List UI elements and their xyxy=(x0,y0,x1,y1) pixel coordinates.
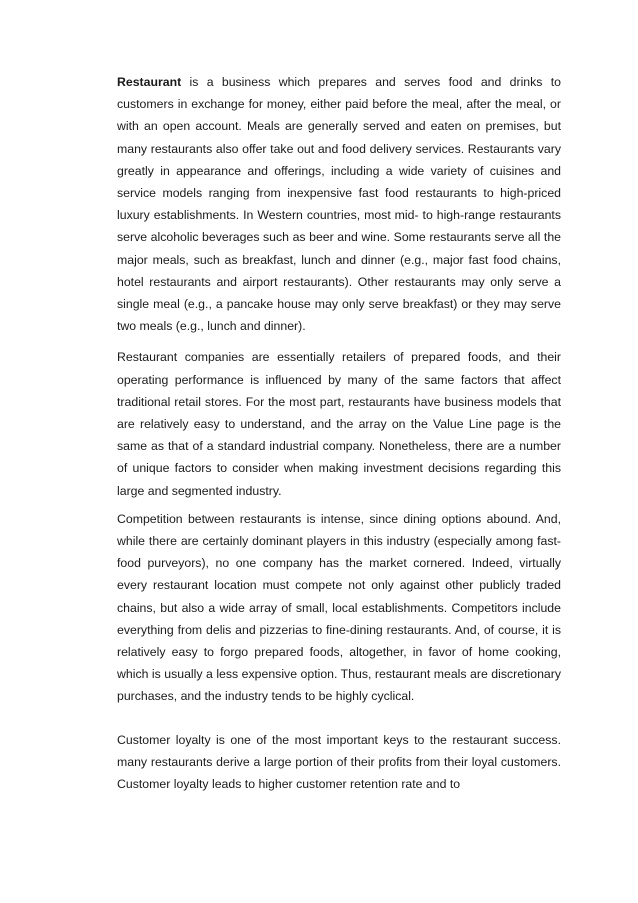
paragraph-customer-loyalty xyxy=(117,729,561,796)
document-body xyxy=(117,71,561,795)
bold-term: Restaurant xyxy=(117,75,182,89)
paragraph-text: Customer loyalty is one of the most important keys to the restaurant success. many restaurants derive a large portion of their profits from their loyal customers. Customer loyalty leads to higher customer retention rate and to xyxy=(117,732,561,792)
paragraph-restaurant-definition xyxy=(117,71,561,337)
paragraph-restaurant-companies xyxy=(117,346,561,501)
paragraph-competition xyxy=(117,508,561,708)
paragraph-text: Restaurant companies are essentially retailers of prepared foods, and their operating performance is influenced by many of the same factors that affect traditional retail stores. For the most part, restaurants have business models that are relatively easy to understand, and the array on the Value Line page is the same as that of a standard industrial company. Nonetheless, there are a number of unique factors to consider when making investment decisions regarding this large and segmented industry. xyxy=(117,350,561,498)
paragraph-text: is a business which prepares and serves food and drinks to customers in exchange for money, either paid before the meal, after the meal, or with an open account. Meals are generally served and eaten on premises, but many restaurants also offer take out and food delivery services. Restaurants vary greatly in appearance and offerings, including a wide variety of cuisines and service models ranging from inexpensive fast food restaurants to high-priced luxury establishments. In Western countries, most mid- to high-range restaurants serve alcoholic beverages such as beer and wine. Some restaurants serve all the major meals, such as breakfast, lunch and dinner (e.g., major fast food chains, hotel restaurants and airport restaurants). Other restaurants may only serve a single meal (e.g., a pancake house may only serve breakfast) or they may serve two meals (e.g., lunch and dinner). xyxy=(117,75,561,334)
paragraph-text: Competition between restaurants is intense, since dining options abound. And, while there are certainly dominant players in this industry (especially among fast-food purveyors), no one company has the market cornered. Indeed, virtually every restaurant location must compete not only against other publicly traded chains, but also a wide array of small, local establishments. Competitors include everything from delis and pizzerias to fine-dining restaurants. And, of course, it is relatively easy to forgo prepared foods, altogether, in favor of home cooking, which is usually a less expensive option. Thus, restaurant meals are discretionary purchases, and the industry tends to be highly cyclical. xyxy=(117,511,561,704)
